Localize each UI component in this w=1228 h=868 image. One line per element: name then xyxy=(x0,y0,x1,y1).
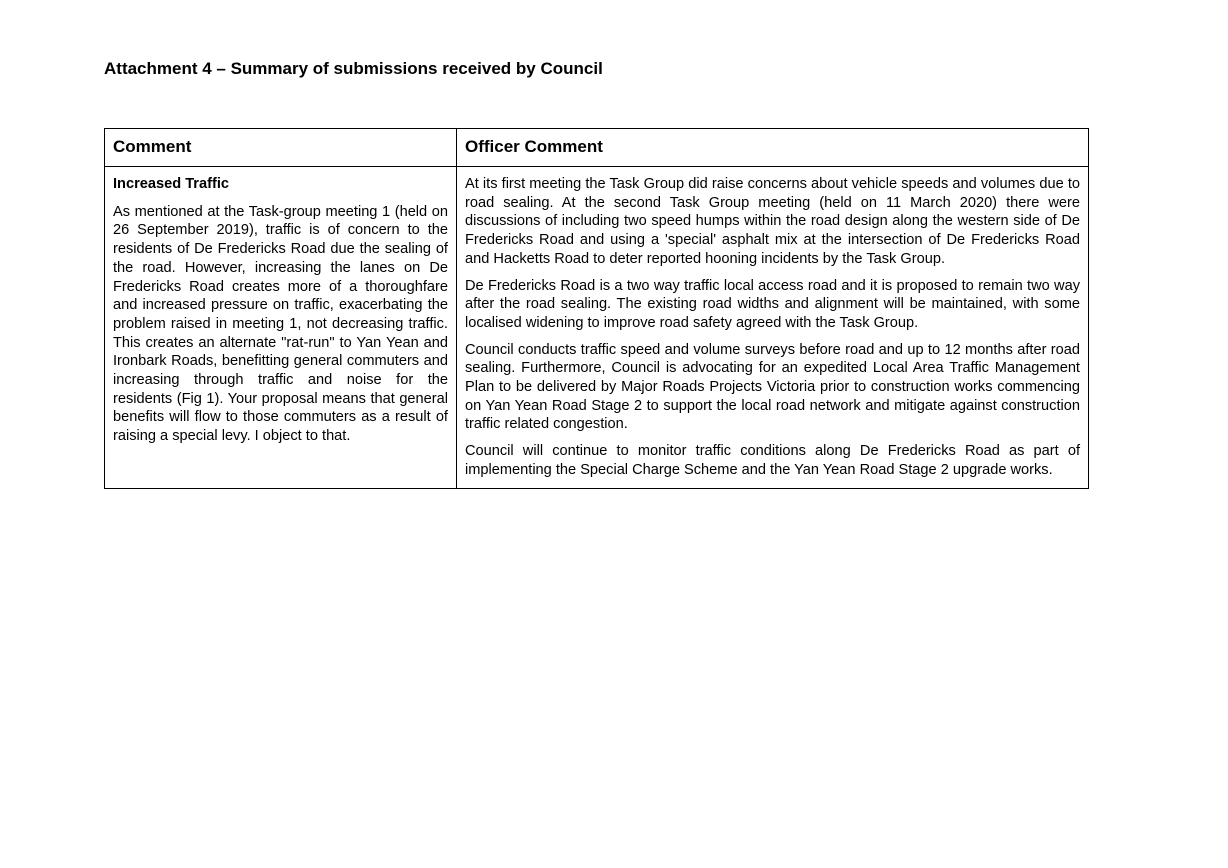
table-row xyxy=(105,167,1089,489)
submission-comment-text: As mentioned at the Task-group meeting 1 (held on 26 September 2019), traffic is of concern to the residents of De Fredericks Road due the sealing of the road. However, increasing the lanes on De Fredericks Road creates more of a thoroughfare and increased pressure on traffic, exacerbating the problem raised in meeting 1, not decreasing traffic. This creates an alternate "rat-run" to Yan Yean and Ironbark Roads, benefitting general commuters and increasing through traffic and noise for the residents (Fig 1). Your proposal means that general benefits will flow to those commuters as a result of raising a special levy. I object to that. xyxy=(113,203,448,445)
officer-comment-paragraph: Council conducts traffic speed and volume surveys before road and up to 12 months after road sealing. Furthermore, Council is advocating for an expedited Local Area Traffic Management Plan to be delivered by Major Roads Projects Victoria prior to construction works commencing on Yan Yean Road Stage 2 to support the local road network and mitigate against construction traffic related congestion. xyxy=(465,341,1080,433)
column-header-officer-comment: Officer Comment xyxy=(457,129,1089,167)
officer-comment-paragraph: De Fredericks Road is a two way traffic local access road and it is proposed to remain two way after the road sealing. The existing road widths and alignment will be maintained, with some localised widening to improve road safety agreed with the Task Group. xyxy=(465,277,1080,331)
submission-topic: Increased Traffic xyxy=(113,176,229,192)
officer-comment-paragraph: Council will continue to monitor traffic conditions along De Fredericks Road as part of implementing the Special Charge Scheme and the Yan Yean Road Stage 2 upgrade works. xyxy=(465,443,1080,478)
table-header-row xyxy=(105,129,1089,167)
submissions-table xyxy=(104,128,1089,489)
officer-comment-cell xyxy=(457,167,1089,489)
officer-comment-paragraph: At its first meeting the Task Group did raise concerns about vehicle speeds and volumes due to road sealing. At the second Task Group meeting (held on 11 March 2020) there were discussions of including two speed humps within the road design along the western side of De Fredericks Road and using a 'special' asphalt mix at the intersection of De Fredericks Road and Hacketts Road to deter reported hooning incidents by the Task Group. xyxy=(465,176,1080,267)
column-header-comment: Comment xyxy=(105,129,457,167)
page-title: Attachment 4 – Summary of submissions received by Council xyxy=(104,59,603,78)
comment-cell xyxy=(105,167,457,489)
